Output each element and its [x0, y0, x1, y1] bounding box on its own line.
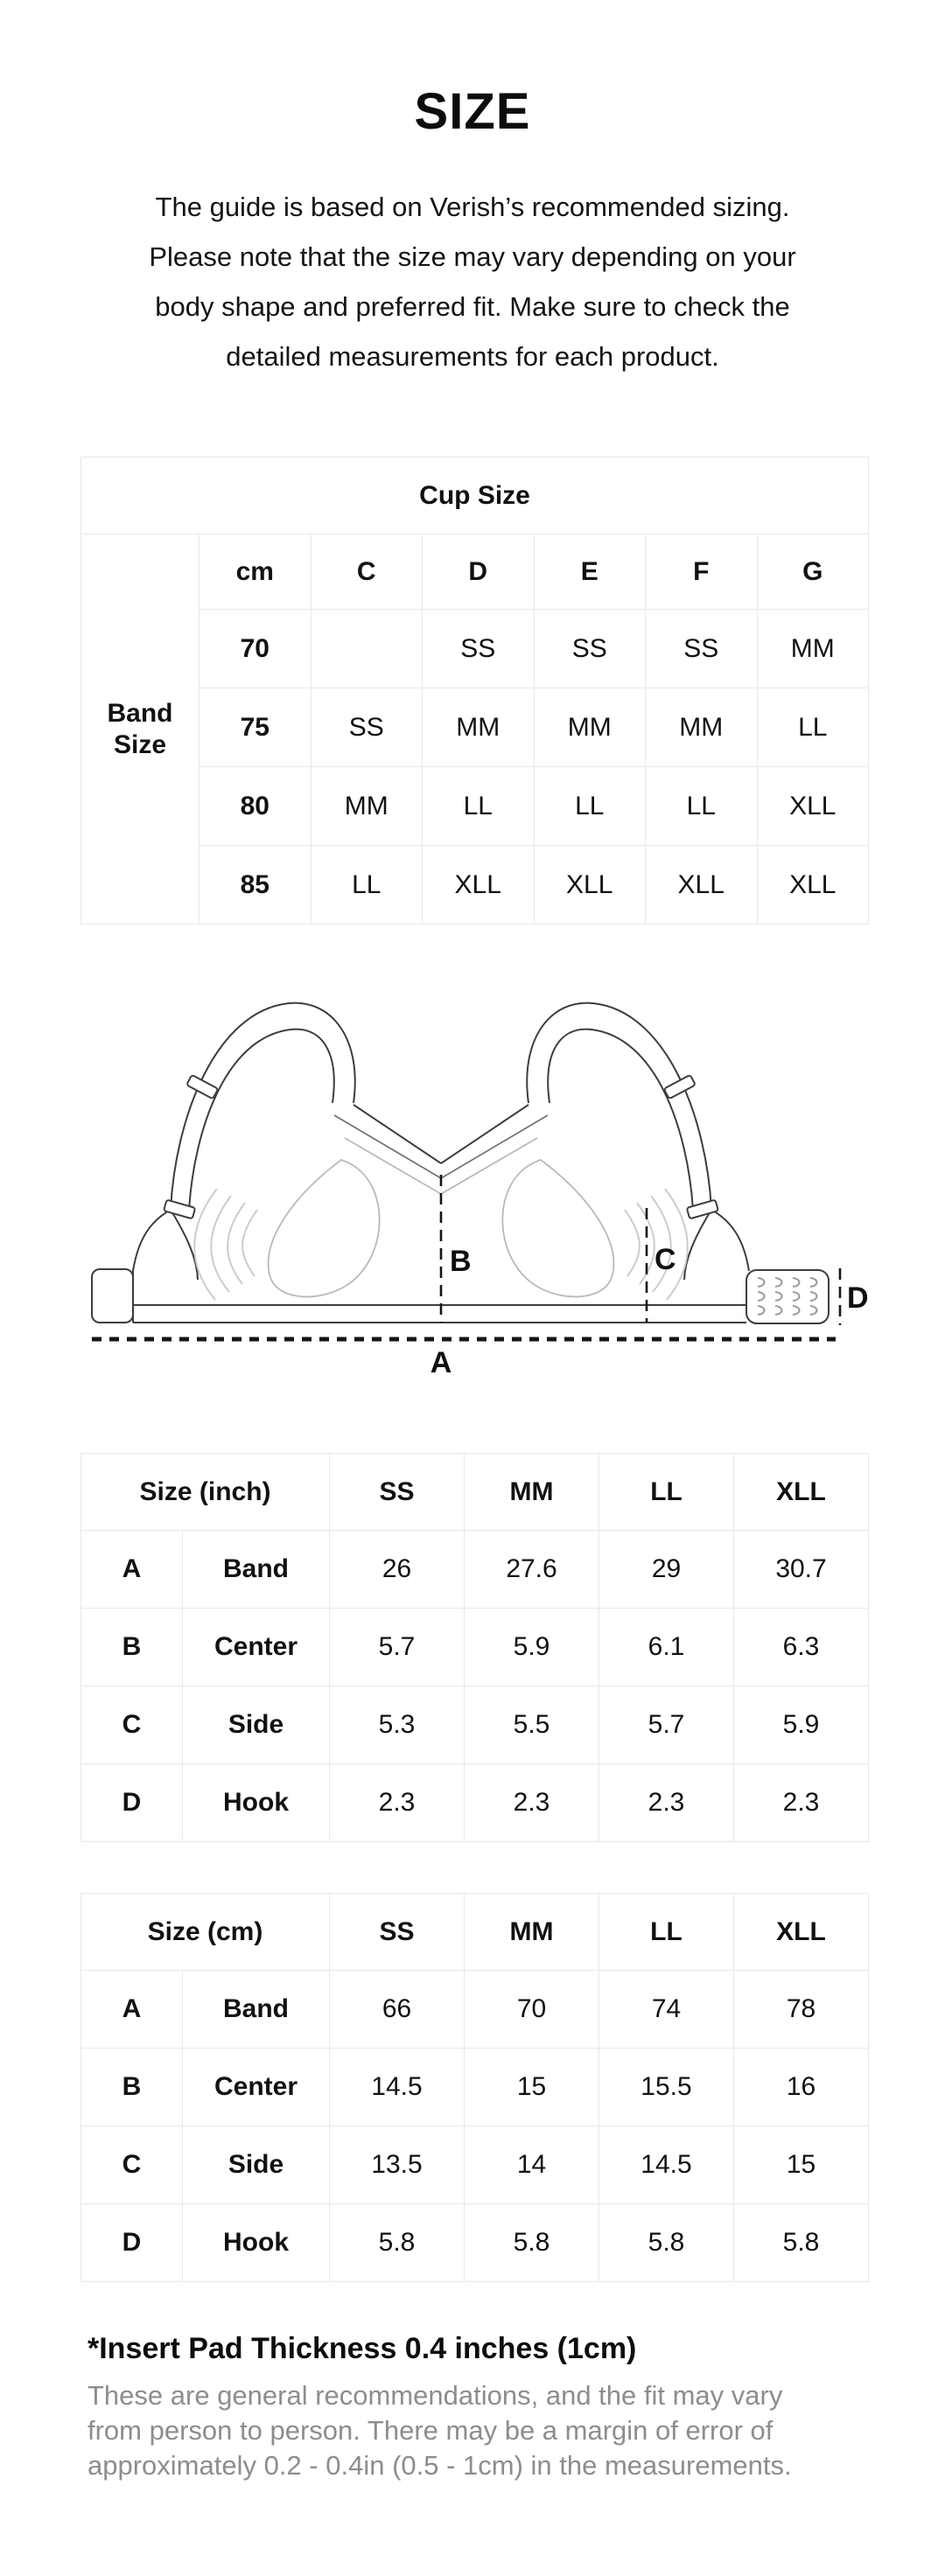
measure-label-d: D	[847, 1281, 869, 1315]
measure-cell: 5.7	[330, 1609, 465, 1686]
band-value: 80	[200, 767, 312, 846]
table-row	[81, 846, 869, 925]
measure-cell: 78	[734, 1971, 869, 2049]
size-cell: LL	[534, 767, 646, 846]
measure-cell: 2.3	[330, 1764, 465, 1842]
table-row	[81, 610, 869, 688]
measure-cell: 14	[465, 2126, 599, 2204]
size-cm-table	[80, 1893, 869, 2282]
band-value: 75	[200, 688, 312, 767]
size-cell: MM	[534, 688, 646, 767]
row-key: C	[81, 2126, 183, 2204]
column-header-ll: LL	[599, 1894, 734, 1971]
disclaimer-line: These are general recommendations, and the fit may vary	[88, 2380, 783, 2411]
measure-cell: 5.9	[465, 1609, 599, 1686]
measure-cell: 5.3	[330, 1686, 465, 1764]
row-label: Side	[183, 1686, 330, 1764]
size-cell: XLL	[757, 767, 869, 846]
measure-cell: 5.9	[734, 1686, 869, 1764]
table-row	[81, 2204, 869, 2282]
column-header-cm: cm	[200, 534, 312, 610]
measure-cell: 2.3	[465, 1764, 599, 1842]
table-row	[81, 1531, 869, 1609]
size-cell: XLL	[423, 846, 535, 925]
row-label: Band	[183, 1531, 330, 1609]
size-cell: LL	[423, 767, 535, 846]
row-key: B	[81, 2049, 183, 2126]
hook-marks	[758, 1278, 817, 1315]
column-header-cup-e: E	[534, 534, 646, 610]
measure-cell: 5.8	[465, 2204, 599, 2282]
column-header-ss: SS	[330, 1454, 465, 1531]
cup-size-table	[80, 457, 869, 925]
row-key: A	[81, 1531, 183, 1609]
column-header-mm: MM	[465, 1454, 599, 1531]
size-cell	[311, 610, 423, 688]
measure-cell: 6.1	[599, 1609, 734, 1686]
table-row	[81, 767, 869, 846]
row-key: A	[81, 1971, 183, 2049]
table-row	[81, 1609, 869, 1686]
column-header-mm: MM	[465, 1894, 599, 1971]
measure-cell: 74	[599, 1971, 734, 2049]
intro-line: body shape and preferred fit. Make sure to check the	[155, 291, 790, 322]
size-cell: MM	[646, 688, 758, 767]
size-cell: SS	[534, 610, 646, 688]
measure-cell: 5.8	[734, 2204, 869, 2282]
column-header-cup-f: F	[646, 534, 758, 610]
row-key: D	[81, 2204, 183, 2282]
disclaimer-line: from person to person. There may be a margin of error of	[88, 2415, 774, 2446]
row-label: Hook	[183, 2204, 330, 2282]
insert-pad-note: *Insert Pad Thickness 0.4 inches (1cm)	[88, 2332, 637, 2365]
measure-cell: 5.7	[599, 1686, 734, 1764]
row-label: Band	[183, 1971, 330, 2049]
measure-cell: 70	[465, 1971, 599, 2049]
table-row	[81, 1686, 869, 1764]
column-header-cup-c: C	[311, 534, 423, 610]
measure-cell: 15	[465, 2049, 599, 2126]
measure-cell: 15.5	[599, 2049, 734, 2126]
measure-cell: 5.8	[330, 2204, 465, 2282]
measure-cell: 29	[599, 1531, 734, 1609]
size-cell: MM	[311, 767, 423, 846]
row-key: C	[81, 1686, 183, 1764]
band-value: 85	[200, 846, 312, 925]
size-cell: SS	[423, 610, 535, 688]
table-row	[81, 1764, 869, 1842]
size-cell: LL	[757, 688, 869, 767]
intro-line: Please note that the size may vary depending on your	[149, 241, 796, 272]
intro-line: The guide is based on Verish’s recommended sizing.	[155, 192, 790, 222]
row-label: Center	[183, 2049, 330, 2126]
measure-label-a: A	[430, 1346, 452, 1379]
table-row	[81, 2049, 869, 2126]
row-label: Hook	[183, 1764, 330, 1842]
column-header-xll: XLL	[734, 1454, 869, 1531]
column-header-cup-d: D	[423, 534, 535, 610]
cup-size-header: Cup Size	[81, 457, 869, 534]
band-size-label: Band Size	[81, 534, 200, 925]
cm-table-title: Size (cm)	[81, 1894, 330, 1971]
size-cell: SS	[646, 610, 758, 688]
table-row	[81, 2126, 869, 2204]
column-header-ss: SS	[330, 1894, 465, 1971]
size-inch-table	[80, 1453, 869, 1842]
measure-cell: 14.5	[330, 2049, 465, 2126]
size-cell: LL	[646, 767, 758, 846]
size-cell: SS	[311, 688, 423, 767]
row-label: Center	[183, 1609, 330, 1686]
band-value: 70	[200, 610, 312, 688]
bra-measurement-diagram	[0, 989, 945, 1383]
inch-table-title: Size (inch)	[81, 1454, 330, 1531]
measure-label-c: C	[654, 1243, 676, 1276]
measure-cell: 27.6	[465, 1531, 599, 1609]
size-cell: MM	[423, 688, 535, 767]
intro-paragraph	[0, 182, 945, 381]
measure-cell: 30.7	[734, 1531, 869, 1609]
measure-cell: 5.5	[465, 1686, 599, 1764]
measure-cell: 13.5	[330, 2126, 465, 2204]
measure-cell: 2.3	[734, 1764, 869, 1842]
measure-cell: 66	[330, 1971, 465, 2049]
row-label: Side	[183, 2126, 330, 2204]
measure-cell: 6.3	[734, 1609, 869, 1686]
measure-label-b: B	[450, 1245, 472, 1278]
row-key: B	[81, 1609, 183, 1686]
table-row	[81, 688, 869, 767]
disclaimer-line: approximately 0.2 - 0.4in (0.5 - 1cm) in the measurements.	[88, 2450, 792, 2481]
size-cell: LL	[311, 846, 423, 925]
measure-cell: 26	[330, 1531, 465, 1609]
size-cell: MM	[757, 610, 869, 688]
bra-diagram-svg	[0, 989, 884, 1383]
column-header-xll: XLL	[734, 1894, 869, 1971]
disclaimer	[88, 2378, 945, 2483]
size-cell: XLL	[646, 846, 758, 925]
column-header-ll: LL	[599, 1454, 734, 1531]
intro-line: detailed measurements for each product.	[226, 341, 719, 372]
size-cell: XLL	[757, 846, 869, 925]
measure-cell: 14.5	[599, 2126, 734, 2204]
row-key: D	[81, 1764, 183, 1842]
page-title: SIZE	[414, 83, 531, 140]
measure-cell: 5.8	[599, 2204, 734, 2282]
measure-cell: 2.3	[599, 1764, 734, 1842]
size-cell: XLL	[534, 846, 646, 925]
column-header-cup-g: G	[757, 534, 869, 610]
table-row	[81, 1971, 869, 2049]
measure-cell: 16	[734, 2049, 869, 2126]
measure-cell: 15	[734, 2126, 869, 2204]
